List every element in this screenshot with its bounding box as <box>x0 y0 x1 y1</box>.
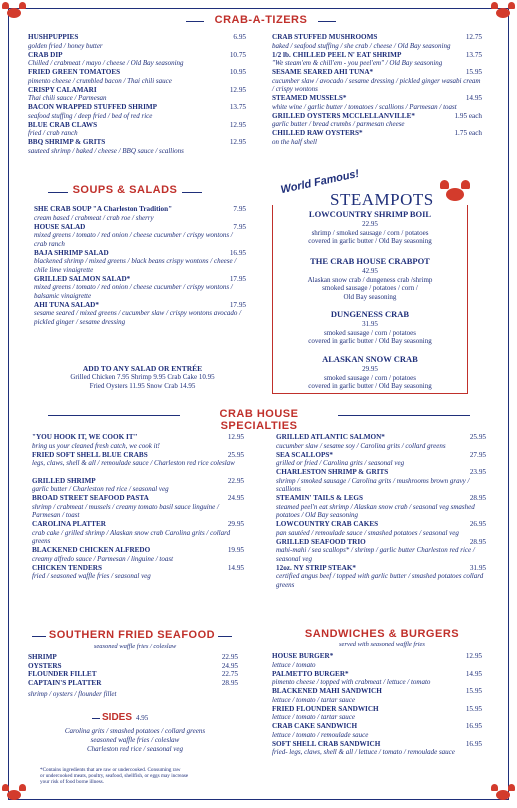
divider <box>318 21 336 22</box>
menu-item <box>32 520 244 546</box>
menu-item-price: 24.95 <box>227 494 244 502</box>
menu-item-name: CAPTAIN'S PLATTER <box>28 678 102 687</box>
menu-item-desc: on the half shell <box>272 137 317 146</box>
menu-item-name: BACON WRAPPED STUFFED SHRIMP <box>28 103 158 111</box>
menu-item-price: 26.95 <box>469 520 486 528</box>
menu-item-price: 28.95 <box>221 678 238 687</box>
disclaimer-line: *Contains ingredients that are raw or undercooked. Consuming raw <box>40 767 181 773</box>
section-title-sandwiches: SANDWICHES & BURGERS <box>304 628 460 640</box>
menu-item-price: 22.95 <box>227 476 244 485</box>
menu-item-name: GRILLED SHRIMP <box>32 476 96 485</box>
menu-item-desc: white wine / garlic butter / tomatoes / scallions / Parmesan / toast <box>272 102 457 111</box>
divider <box>48 192 68 193</box>
menu-item <box>32 494 244 520</box>
menu-item-name: CHICKEN TENDERS <box>32 563 102 572</box>
divider <box>338 415 470 416</box>
southern-fried-subtitle: seasoned waffle fries / coleslaw <box>93 643 177 650</box>
add-to-salad <box>20 364 265 391</box>
menu-item-price: 25.95 <box>227 450 244 459</box>
steampots-border <box>467 205 468 393</box>
menu-item-desc: crab cake / grilled shrimp / Alaskan snow crab Carolina grits / collard greens <box>32 528 231 546</box>
divider <box>186 21 204 22</box>
menu-item-desc: lettuce / tomato / tartar sauce <box>272 713 356 722</box>
menu-item <box>272 94 482 111</box>
menu-item-name: LOWCOUNTRY CRAB CAKES <box>276 520 379 528</box>
menu-item <box>34 249 246 275</box>
menu-item-desc: garlic butter / bread crumbs / parmesan cheese <box>272 120 405 129</box>
menu-item-name: FRIED FLOUNDER SANDWICH <box>272 704 379 713</box>
menu-item <box>276 520 486 537</box>
menu-item-desc: lettuce / tomato / remoulade sauce <box>272 730 369 739</box>
menu-item-desc: "We steam'em & chill'em - you peel'em" / Old Bay seasoning <box>272 59 443 68</box>
menu-item <box>32 433 244 450</box>
menu-item-desc: lettuce / tomato <box>272 660 316 669</box>
menu-item-price: 7.95 <box>233 205 246 213</box>
menu-item <box>28 653 238 662</box>
world-famous-label: World Famous! <box>279 167 361 197</box>
menu-item-price: 19.95 <box>227 546 244 554</box>
menu-item-name: BLACKENED CHICKEN ALFREDO <box>32 546 151 554</box>
menu-item-name: HUSHPUPPIES <box>28 33 79 41</box>
menu-item-name: FRIED SOFT SHELL BLUE CRABS <box>32 450 148 459</box>
menu-item-desc: shrimp / smoked sausage / Carolina grits / mushrooms brown gravy / scallions <box>276 476 470 494</box>
menu-item <box>34 205 246 222</box>
menu-item-desc: baked / seafood stuffing / she crab / cheese / Old Bay seasoning <box>272 41 451 50</box>
menu-item <box>272 68 482 94</box>
menu-item-price: 7.95 <box>233 222 246 231</box>
menu-item-desc: creamy alfredo sauce / Parmesan / linguine / toast <box>32 554 174 563</box>
steampot-name: DUNGENESS CRAB <box>330 309 410 319</box>
menu-item <box>28 51 246 68</box>
disclaimer-line: or undercooked meats, poultry, seafood, shellfish, or eggs may increase <box>40 773 189 780</box>
steampot-desc2: covered in garlic butter / Old Bay seasoning <box>308 382 432 391</box>
steampot-desc1: Alaskan snow crab / dungeness crab /shrimp <box>307 275 433 284</box>
menu-item-desc: mixed greens / tomato / red onion / cheese cucumber / crispy wontons / balsamic vinaigrette <box>34 283 233 300</box>
menu-item-desc: fried / seasoned waffle fries / seasonal veg <box>32 572 151 581</box>
menu-item-desc: certified angus beef / topped with garlic butter / smashed potatoes collard greens <box>276 572 484 589</box>
menu-item-price: 10.95 <box>229 68 246 76</box>
crab-icon <box>2 2 26 22</box>
sides-line: Carolina grits / smashed potatoes / collard greens <box>64 727 206 735</box>
menu-item-desc: lettuce / tomato / tartar sauce <box>272 695 356 704</box>
menu-item-desc: Chilled / crabmeat / mayo / cheese / Old Bay seasoning <box>28 59 184 68</box>
menu-item <box>272 705 482 722</box>
menu-item <box>32 564 244 581</box>
menu-item-price: 29.95 <box>227 520 244 528</box>
menu-item-price: 17.95 <box>229 300 246 309</box>
menu-item-name: HOUSE SALAD <box>34 222 86 231</box>
crab-icon <box>2 784 26 804</box>
menu-item-price: 27.95 <box>469 450 486 459</box>
section-title-sides: SIDES <box>102 712 133 723</box>
sides-list <box>30 727 240 754</box>
menu-item-price: 10.75 <box>229 50 246 59</box>
menu-item-price: 25.95 <box>469 433 486 441</box>
menu-item <box>34 275 246 301</box>
menu-item-price: 12.75 <box>465 33 482 41</box>
menu-item-price: 1.95 each <box>454 111 482 120</box>
menu-item-price: 12.95 <box>229 138 246 146</box>
menu-item <box>28 33 246 50</box>
add-to-salad-title: ADD TO ANY SALAD OR ENTRÉE <box>82 364 203 373</box>
captains-platter-desc: shrimp / oysters / flounder fillet <box>28 690 117 698</box>
menu-item-name: GRILLED OYSTERS MCCLELLANVILLE* <box>272 111 415 120</box>
menu-item-desc: pimento cheese / crumbled bacon / Thai chili sauce <box>28 76 172 85</box>
menu-item-price: 14.95 <box>227 563 244 572</box>
menu-item-price: 12.95 <box>229 85 246 94</box>
steampot-desc2: covered in garlic butter / Old Bay seasoning <box>308 237 432 246</box>
steampot-desc1: smoked sausage / corn / potatoes <box>324 373 416 382</box>
divider <box>32 636 46 637</box>
menu-item-desc: mixed greens / tomato / red onion / cheese cucumber / crispy wontons / crab ranch <box>34 231 233 248</box>
divider <box>182 192 202 193</box>
add-to-salad-line: Grilled Chicken 7.95 Shrimp 9.95 Crab Cake 10.95 <box>70 373 215 381</box>
steampots-title: STEAMPOTS <box>330 190 434 209</box>
menu-item-price: 13.75 <box>229 103 246 111</box>
menu-item-desc: mahi-mahi / sea scallops* / shrimp / garlic butter Charleston red rice / seasonal veg <box>276 546 475 563</box>
menu-item <box>34 223 246 249</box>
section-title-specialties: CRAB HOUSE SPECIALTIES <box>219 408 299 432</box>
steampot-desc3: Old Bay seasoning <box>343 292 397 301</box>
menu-item-price: 23.95 <box>469 468 486 476</box>
menu-item-name: AHI TUNA SALAD* <box>34 300 99 309</box>
menu-item-name: CAROLINA PLATTER <box>32 520 106 528</box>
menu-item <box>32 546 244 563</box>
section-title-crab-a-tizers: CRAB-A-TIZERS <box>214 14 308 26</box>
menu-item <box>28 670 238 679</box>
divider <box>48 415 180 416</box>
menu-item <box>34 301 246 327</box>
menu-item-name: 1/2 lb. CHILLED PEEL N' EAT SHRIMP <box>272 50 402 59</box>
menu-item-price: 14.95 <box>465 94 482 102</box>
menu-item-price: 6.95 <box>233 33 246 41</box>
menu-item-desc: cream based / crabmeat / crab roe / sherry <box>34 213 154 222</box>
menu-item-desc: legs, claws, shell & all / remoulade sauce / Charleston red rice coleslaw <box>32 459 235 468</box>
steampots-border <box>272 205 273 393</box>
steampots-border <box>272 393 468 394</box>
menu-item <box>272 112 482 129</box>
menu-item-name: 12oz. NY STRIP STEAK* <box>276 563 357 572</box>
menu-item-desc: blackened shrimp / mixed greens / black beans crispy wontons / cheese / chile lime vinaigrette <box>34 257 237 274</box>
menu-item-desc: sesame seared / mixed greens / cucumber slaw / crispy wontons avocado / pickled ginger / sesame dressing <box>34 309 242 326</box>
menu-item-desc: fried- legs, claws, shell & all / lettuce / tomato / remoulade sauce <box>272 748 455 757</box>
menu-item-price: 15.95 <box>465 68 482 76</box>
menu-item <box>272 652 482 669</box>
steampot-price: 42.95 <box>362 267 378 275</box>
menu-item-name: OYSTERS <box>28 661 62 670</box>
menu-item-desc: cucumber slaw / sesame soy / Carolina grits / collard greens <box>276 441 446 450</box>
menu-item-price: 16.95 <box>229 248 246 257</box>
menu-item-name: "YOU HOOK IT, WE COOK IT" <box>32 433 138 441</box>
disclaimer-line: your risk of food borne illness. <box>40 779 104 786</box>
crab-icon <box>491 784 515 804</box>
menu-item-name: CHILLED RAW OYSTERS* <box>272 129 363 137</box>
menu-item <box>276 494 486 520</box>
menu-item-name: BAJA SHRIMP SALAD <box>34 248 109 257</box>
menu-item <box>28 662 238 671</box>
menu-item-price: 12.95 <box>227 433 244 441</box>
menu-item-name: STEAMED MUSSELS* <box>272 94 347 102</box>
menu-item-name: CRAB STUFFED MUSHROOMS <box>272 33 378 41</box>
menu-item-name: STEAMIN' TAILS & LEGS <box>276 494 364 502</box>
menu-item <box>28 86 246 103</box>
menu-item <box>276 564 486 590</box>
menu-item <box>276 468 486 494</box>
menu-item-name: BLACKENED MAHI SANDWICH <box>272 687 382 695</box>
menu-item-desc: pan sautéed / remoulade sauce / smashed potatoes / seasonal veg <box>276 528 459 537</box>
menu-item <box>276 433 486 450</box>
menu-item-name: SEA SCALLOPS* <box>276 450 333 459</box>
menu-item-name: SOFT SHELL CRAB SANDWICH <box>272 739 381 748</box>
menu-item <box>272 687 482 704</box>
menu-item-name: SHE CRAB SOUP "A Charleston Tradition" <box>34 205 173 213</box>
menu-item-price: 22.75 <box>221 670 238 679</box>
menu-item-price: 15.95 <box>465 687 482 695</box>
menu-item-name: CRAB CAKE SANDWICH <box>272 722 358 730</box>
menu-item-name: GRILLED SALMON SALAD* <box>34 274 131 283</box>
steampot-item <box>276 354 464 391</box>
menu-item-price: 15.95 <box>465 704 482 713</box>
menu-item <box>272 33 482 50</box>
disclaimer <box>40 767 250 786</box>
menu-item-name: SESAME SEARED AHI TUNA* <box>272 68 374 76</box>
menu-item <box>272 670 482 687</box>
steampot-price: 29.95 <box>362 365 378 373</box>
menu-item <box>32 451 244 468</box>
steampot-name: LOWCOUNTRY SHRIMP BOIL <box>308 209 432 219</box>
menu-item <box>28 103 246 120</box>
steampot-desc1: smoked sausage / corn / potatoes <box>324 328 416 337</box>
sides-price: 4.95 <box>136 714 149 722</box>
steampot-name: ALASKAN SNOW CRAB <box>322 354 418 364</box>
menu-item-desc: fried / crab ranch <box>28 129 78 138</box>
menu-item-price: 16.95 <box>465 722 482 730</box>
menu-item-price: 16.95 <box>465 739 482 748</box>
sandwiches-subtitle: served with seasoned waffle fries <box>339 641 425 648</box>
menu-item-name: FLOUNDER FILLET <box>28 670 97 679</box>
menu-item-price: 24.95 <box>221 661 238 670</box>
menu-item <box>272 722 482 739</box>
menu-item-desc: bring us your cleaned fresh catch, we cook it! <box>32 441 160 450</box>
menu-item-name: CHARLESTON SHRIMP & GRITS <box>276 468 389 476</box>
menu-item-name: GRILLED ATLANTIC SALMON* <box>276 433 385 441</box>
menu-item <box>272 740 482 757</box>
menu-item-price: 17.95 <box>229 274 246 283</box>
menu-item-desc: garlic butter / Charleston red rice / seasonal veg <box>32 485 169 494</box>
menu-item-desc: Thai chili sauce / Parmesan <box>28 94 107 103</box>
menu-item-name: BROAD STREET SEAFOOD PASTA <box>32 494 149 502</box>
crab-icon <box>440 180 470 206</box>
menu-item-price: 14.95 <box>465 669 482 678</box>
menu-item-name: BBQ SHRIMP & GRITS <box>28 138 106 146</box>
add-to-salad-line: Fried Oysters 11.95 Snow Crab 14.95 <box>89 382 196 390</box>
crab-icon <box>491 2 515 22</box>
menu-item-desc: pimento cheese / topped with crabmeat / lettuce / tomato <box>272 678 431 687</box>
steampot-item <box>276 209 464 246</box>
menu-item <box>276 451 486 468</box>
menu-item-desc: golden fried / honey butter <box>28 41 103 50</box>
menu-item-desc: sauteed shrimp / baked / cheese / BBQ sauce / scallions <box>28 146 184 155</box>
steampot-name: THE CRAB HOUSE CRABPOT <box>310 256 430 266</box>
sides-line: seasoned waffle fries / coleslaw <box>90 736 180 744</box>
menu-item-name: SHRIMP <box>28 653 57 661</box>
steampot-desc2: covered in garlic butter / Old Bay seasoning <box>308 337 432 346</box>
menu-item-desc: cucumber slaw / avocado / sesame dressing / pickled ginger wasabi cream / crispy wontons <box>272 76 481 94</box>
menu-item-price: 12.95 <box>465 652 482 660</box>
menu-item-name: GRILLED SEAFOOD TRIO <box>276 537 366 546</box>
menu-item-price: 28.95 <box>469 537 486 546</box>
menu-item-name: FRIED GREEN TOMATOES <box>28 68 121 76</box>
menu-item <box>276 538 486 564</box>
menu-item-price: 22.95 <box>221 653 238 661</box>
section-title-southern-fried: SOUTHERN FRIED SEAFOOD <box>48 629 216 641</box>
menu-item-price: 12.95 <box>229 120 246 129</box>
steampot-item <box>276 309 464 346</box>
menu-item <box>28 138 246 155</box>
menu-item <box>272 129 482 146</box>
menu-item-name: CRAB DIP <box>28 50 63 59</box>
menu-item-desc: steamed peel'n eat shrimp / Alaskan snow crab / seasonal veg smashed potatoes / Old Bay seasoning <box>276 502 475 520</box>
divider <box>218 636 232 637</box>
menu-item <box>28 121 246 138</box>
menu-item <box>32 477 244 494</box>
menu-item-desc: seafood stuffing / deep fried / bed of red rice <box>28 111 153 120</box>
steampot-item <box>276 256 464 301</box>
sides-line: Charleston red rice / seasonal veg <box>87 745 183 753</box>
menu-item-name: CRISPY CALAMARI <box>28 85 97 94</box>
divider <box>92 718 100 719</box>
menu-item-price: 28.95 <box>469 494 486 502</box>
section-title-soups-salads: SOUPS & SALADS <box>72 184 178 196</box>
menu-item-name: BLUE CRAB CLAWS <box>28 120 98 129</box>
menu-item-name: PALMETTO BURGER* <box>272 669 349 678</box>
menu-item-price: 31.95 <box>469 563 486 572</box>
menu-item <box>28 679 238 688</box>
menu-item-price: 13.75 <box>465 50 482 59</box>
steampot-desc1: shrimp / smoked sausage / corn / potatoes <box>311 228 429 237</box>
menu-item-price: 1.75 each <box>454 129 482 137</box>
menu-item-desc: shrimp / crabmeat / mussels / creamy tomato basil sauce linguine / Parmesan / toast <box>32 502 219 520</box>
steampot-price: 22.95 <box>362 220 378 228</box>
menu-item-name: HOUSE BURGER* <box>272 652 334 660</box>
steampot-price: 31.95 <box>362 320 378 328</box>
menu-item <box>28 68 246 85</box>
steampot-desc2: smoked sausage / potatoes / corn / <box>322 284 418 293</box>
menu-item <box>272 51 482 68</box>
menu-item-desc: grilled or fried / Carolina grits / seasonal veg <box>276 459 405 468</box>
